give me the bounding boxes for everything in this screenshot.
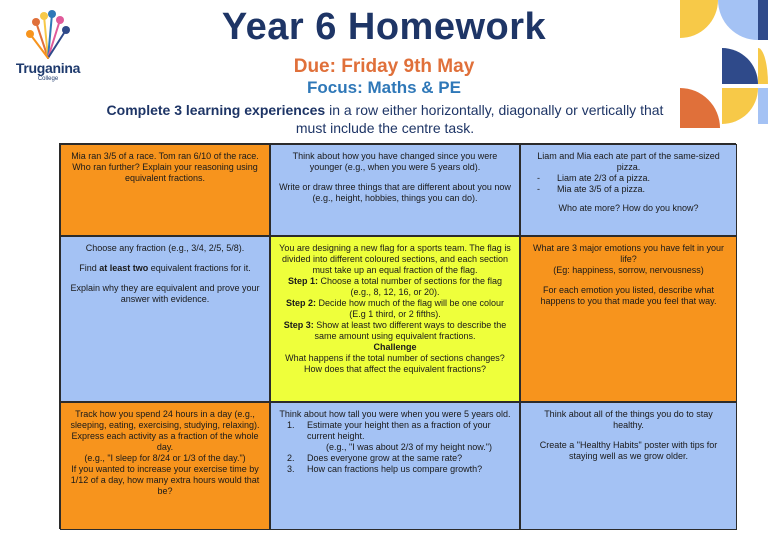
- task-text: Think about all of the things you do to stay healthy.: [544, 409, 713, 430]
- list-item: 1. Estimate your height then as a fraction of your current height.: [287, 420, 491, 441]
- task-text: Create a "Healthy Habits" poster with tips for staying well as we grow older.: [539, 440, 718, 461]
- homework-grid: [59, 143, 736, 529]
- task-text: What are 3 major emotions you have felt in your life?: [532, 243, 725, 264]
- focus-subject: Focus: Maths & PE: [307, 78, 461, 97]
- task-text: Write or draw three things that are different about you now (e.g., height, hobbies, things you can do).: [279, 182, 511, 203]
- logo-name: Truganina: [15, 60, 81, 76]
- task-text: Mia ran 3/5 of a race. Tom ran 6/10 of the race. Who ran further? Explain your reasoning using equivalent fractions.: [71, 151, 259, 183]
- task-text: Track how you spend 24 hours in a day (e.g., sleeping, eating, exercising, studying, relaxing).: [70, 409, 260, 430]
- task-text: If you wanted to increase your exercise time by 1/12 of a day, how many extra hours would that be?: [70, 464, 260, 496]
- list-item: (e.g., "I was about 2/3 of my height now."): [326, 442, 492, 452]
- instructions: [90, 101, 680, 137]
- task-text: You are designing a new flag for a sports team. The flag is divided into different coloured sections, and each section must take up an equal fraction of the flag.: [279, 243, 511, 275]
- instructions-rest: in a row either horizontally, diagonally or vertically that must include the centre task.: [295, 102, 664, 136]
- task-r2c3: [520, 236, 737, 402]
- task-text: Express each activity as a fraction of the whole day.: [71, 431, 259, 452]
- task-r1c3: [520, 144, 737, 236]
- task-text: Who ate more? How do you know?: [558, 203, 699, 213]
- task-r3c2: [270, 402, 520, 530]
- instructions-bold: Complete 3 learning experiences: [106, 102, 326, 118]
- task-text: Liam and Mia each ate part of the same-sized pizza.: [537, 151, 720, 172]
- step-2: Step 2: Decide how much of the flag will be one colour (E.g 1 third, or 2 fifths).: [285, 298, 505, 319]
- task-text: Choose any fraction (e.g., 3/4, 2/5, 5/8).: [85, 243, 245, 253]
- due-date: Due: Friday 9th May: [293, 56, 475, 77]
- step-3: Step 3: Show at least two different ways to describe the same amount using equivalent fractions.: [283, 320, 507, 341]
- list-item: - Liam ate 2/3 of a pizza.: [537, 173, 651, 183]
- page-title: Year 6 Homework: [221, 6, 547, 48]
- task-text: Explain why they are equivalent and prove your answer with evidence.: [70, 283, 260, 304]
- task-text: Think about how tall you were when you were 5 years old.: [279, 409, 511, 419]
- pizza-list: [529, 173, 728, 195]
- task-text: (Eg: happiness, sorrow, nervousness): [553, 265, 704, 275]
- list-item: 3. How can fractions help us compare growth?: [287, 464, 483, 474]
- task-r1c2: [270, 144, 520, 236]
- task-r2c1: [60, 236, 270, 402]
- task-text: (e.g., "I sleep for 8/24 or 1/3 of the day."): [84, 453, 246, 463]
- step-1: Step 1: Choose a total number of sections for the flag (e.g., 8, 12, 16, or 20).: [287, 276, 503, 297]
- task-text: For each emotion you listed, describe what happens to you that made you feel that way.: [540, 285, 717, 306]
- task-r3c3: [520, 402, 737, 530]
- task-r2c2-centre: [270, 236, 520, 402]
- logo-subtitle: College: [37, 76, 59, 82]
- task-r1c1: [60, 144, 270, 236]
- task-text: Find at least two equivalent fractions for it.: [79, 263, 251, 273]
- challenge-text: What happens if the total number of sections changes? How does that affect the equivalent fractions?: [285, 353, 505, 374]
- task-text: Think about how you have changed since you were younger (e.g., when you were 5 years old).: [292, 151, 498, 172]
- list-item: 2. Does everyone grow at the same rate?: [287, 453, 463, 463]
- task-r3c1: [60, 402, 270, 530]
- list-item: - Mia ate 3/5 of a pizza.: [537, 184, 646, 194]
- challenge-label: Challenge: [373, 342, 417, 352]
- growth-list: [279, 420, 511, 475]
